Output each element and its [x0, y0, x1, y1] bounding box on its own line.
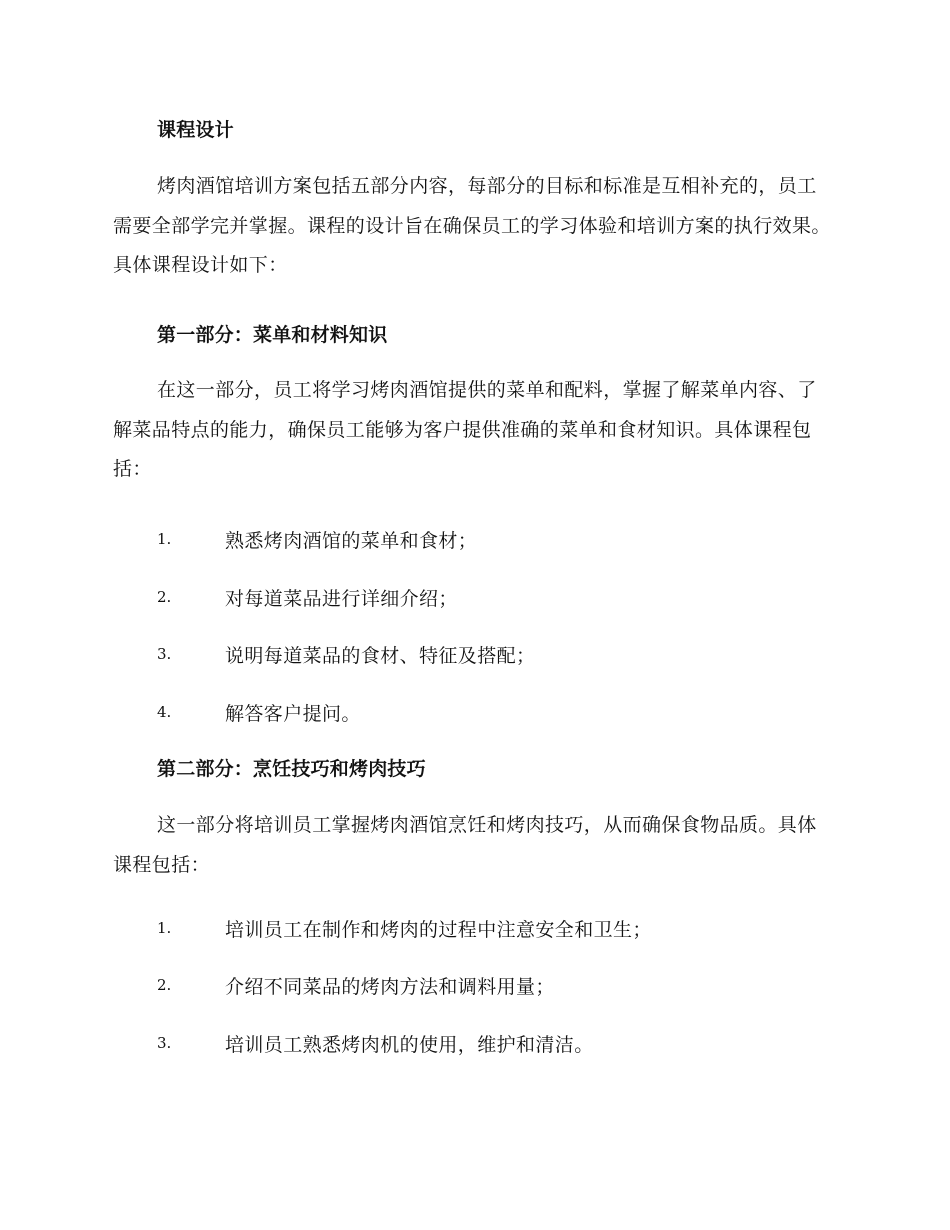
- section-title: 课程设计: [157, 119, 234, 141]
- list-text: 培训员工熟悉烤肉机的使用，维护和清洁。: [225, 1033, 594, 1056]
- part1-paragraph: 在这一部分，员工将学习烤肉酒馆提供的菜单和配料，掌握了解菜单内容、了解菜品特点的能力，确保员工能够为客户提供准确的菜单和食材知识。具体课程包括：: [113, 379, 817, 480]
- list-text: 熟悉烤肉酒馆的菜单和食材；: [225, 529, 478, 552]
- list-number: 2.: [157, 588, 172, 606]
- list-item: [157, 973, 555, 997]
- list-text: 说明每道菜品的食材、特征及搭配；: [225, 644, 536, 667]
- list-item: [157, 916, 652, 940]
- list-number: 3.: [157, 1034, 172, 1052]
- list-text: 对每道菜品进行详细介绍；: [225, 587, 458, 610]
- intro-paragraph: 烤肉酒馆培训方案包括五部分内容，每部分的目标和标准是互相补充的，员工需要全部学完并掌握。课程的设计旨在确保员工的学习体验和培训方案的执行效果。具体课程设计如下：: [113, 175, 831, 276]
- list-text: 培训员工在制作和烤肉的过程中注意安全和卫生；: [225, 918, 652, 941]
- part2-paragraph: 这一部分将培训员工掌握烤肉酒馆烹饪和烤肉技巧，从而确保食物品质。具体课程包括：: [113, 814, 817, 876]
- list-number: 2.: [157, 976, 172, 994]
- list-number: 1.: [157, 919, 172, 937]
- list-item: [157, 585, 458, 609]
- list-item: [157, 1031, 594, 1055]
- list-number: 4.: [157, 703, 172, 721]
- list-number: 3.: [157, 645, 172, 663]
- part1-heading: 第一部分：菜单和材料知识: [157, 324, 388, 346]
- list-item: [157, 642, 535, 666]
- list-text: 介绍不同菜品的烤肉方法和调料用量；: [225, 975, 555, 998]
- part2-heading: 第二部分：烹饪技巧和烤肉技巧: [157, 758, 426, 780]
- list-text: 解答客户提问。: [225, 702, 361, 725]
- list-item: [157, 527, 477, 551]
- list-number: 1.: [157, 530, 172, 548]
- list-item: [157, 700, 361, 724]
